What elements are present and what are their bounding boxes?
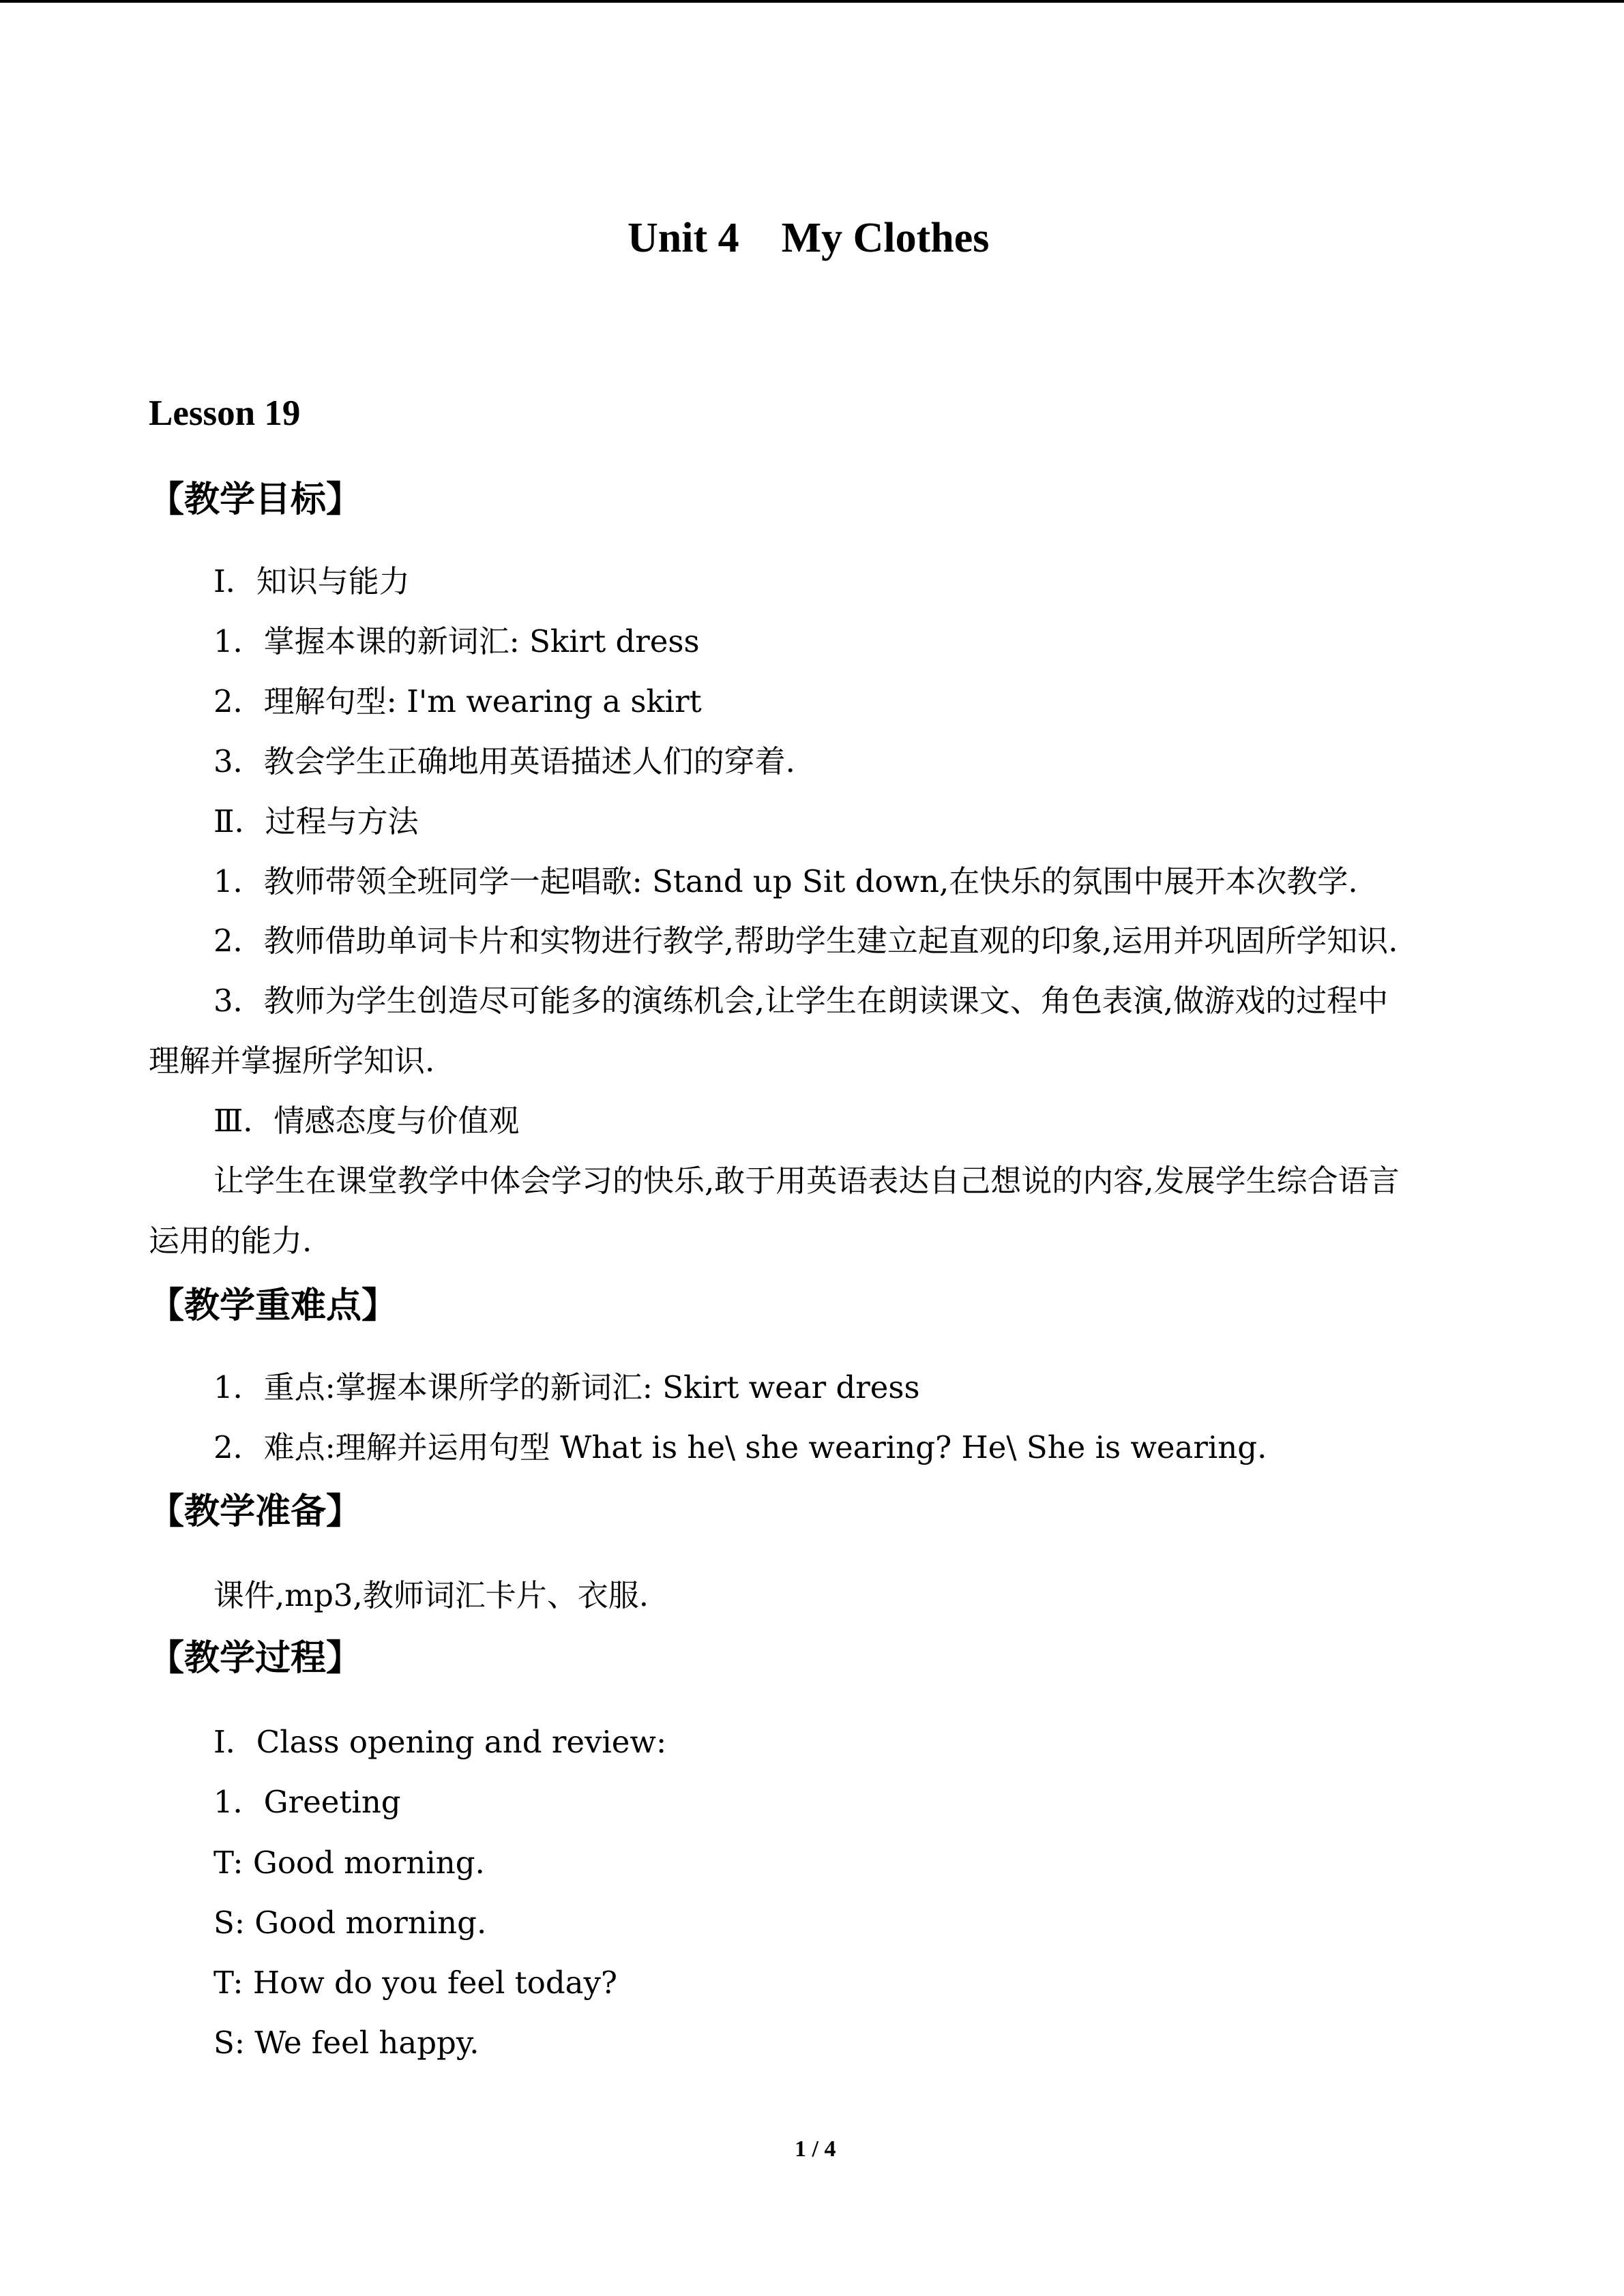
objectives-sub3-text-cont: 运用的能力. — [149, 1223, 312, 1259]
heading-objectives: 【教学目标】 — [149, 479, 362, 520]
lesson-label: Lesson 19 — [149, 393, 301, 433]
page-title: Unit 4 My Clothes — [628, 215, 990, 261]
key-point-item: 1．重点:掌握本课所学的新词汇: Skirt wear dress — [213, 1369, 920, 1405]
dialogue-line: T: Good morning. — [213, 1845, 485, 1881]
heading-key-points: 【教学重难点】 — [149, 1285, 398, 1326]
objectives-sub2-item: 1．教师带领全班同学一起唱歌: Stand up Sit down,在快乐的氛围中展开本次教学. — [213, 863, 1358, 899]
heading-preparation: 【教学准备】 — [149, 1491, 362, 1532]
heading-process: 【教学过程】 — [149, 1638, 362, 1679]
dialogue-line: T: How do you feel today? — [213, 1965, 618, 2001]
objectives-sub1: Ⅰ．知识与能力 — [213, 563, 410, 599]
page-number: 1 / 4 — [795, 2136, 836, 2162]
objectives-sub3: Ⅲ．情感态度与价值观 — [213, 1103, 520, 1139]
objectives-sub2-item: 3．教师为学生创造尽可能多的演练机会,让学生在朗读课文、角色表演,做游戏的过程中 — [213, 983, 1389, 1019]
dialogue-line: S: Good morning. — [213, 1905, 487, 1941]
objectives-sub1-item: 1．掌握本课的新词汇: Skirt dress — [213, 623, 700, 659]
objectives-sub2-item-cont: 理解并掌握所学知识. — [149, 1043, 435, 1079]
top-border — [0, 0, 1624, 3]
process-greeting: 1．Greeting — [213, 1784, 401, 1820]
objectives-sub2-item: 2．教师借助单词卡片和实物进行教学,帮助学生建立起直观的印象,运用并巩固所学知识. — [213, 923, 1398, 959]
objectives-sub3-text: 让学生在课堂教学中体会学习的快乐,敢于用英语表达自己想说的内容,发展学生综合语言 — [213, 1163, 1400, 1199]
objectives-sub1-item: 2．理解句型: I'm wearing a skirt — [213, 683, 702, 719]
key-point-item: 2．难点:理解并运用句型 What is he\ she wearing? He\ She is wearing. — [213, 1429, 1267, 1465]
objectives-sub1-item: 3．教会学生正确地用英语描述人们的穿着. — [213, 743, 795, 779]
objectives-sub2: Ⅱ．过程与方法 — [213, 803, 419, 839]
preparation-text: 课件,mp3,教师词汇卡片、衣服. — [213, 1577, 649, 1613]
dialogue-line: S: We feel happy. — [213, 2025, 479, 2061]
process-step: Ⅰ．Class opening and review: — [213, 1724, 667, 1760]
